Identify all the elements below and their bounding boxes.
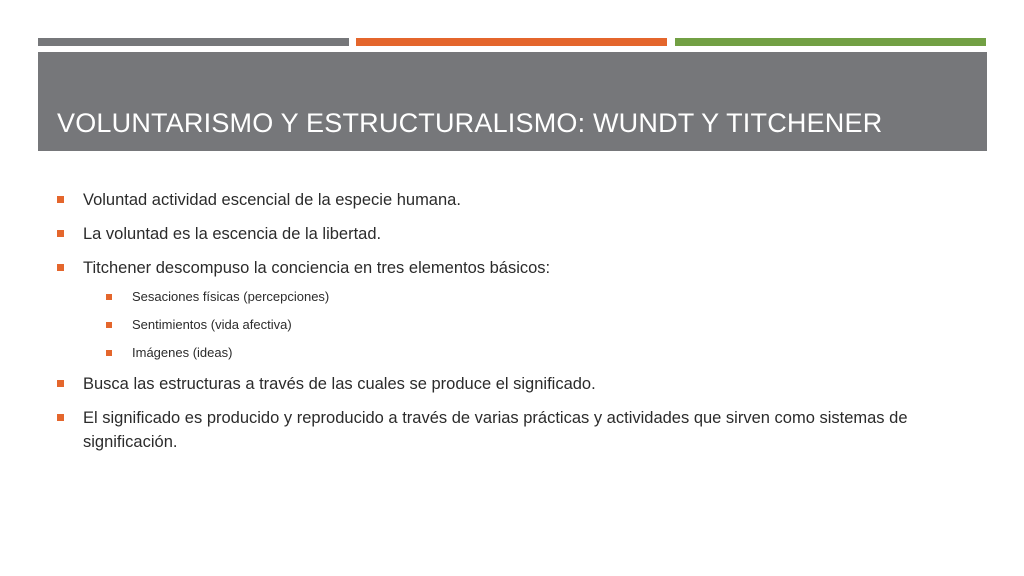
sub-bullet-text: Sentimientos (vida afectiva) bbox=[132, 317, 292, 332]
slide-title: VOLUNTARISMO Y ESTRUCTURALISMO: WUNDT Y TITCHENER bbox=[57, 108, 883, 138]
bullet-item bbox=[56, 406, 966, 454]
bullet-item bbox=[56, 188, 966, 212]
title-band bbox=[38, 52, 987, 151]
bullet-item bbox=[56, 256, 966, 280]
sub-bullet-text: Imágenes (ideas) bbox=[132, 345, 233, 360]
sub-bullet-item bbox=[105, 288, 966, 306]
accent-bar-green bbox=[675, 38, 986, 46]
sub-bullet-text: Sesaciones físicas (percepciones) bbox=[132, 289, 330, 304]
accent-bar-orange bbox=[356, 38, 667, 46]
square-bullet-icon bbox=[57, 380, 64, 387]
square-bullet-icon bbox=[106, 350, 112, 356]
bullet-text: La voluntad es la escencia de la libertad. bbox=[83, 225, 382, 243]
square-bullet-icon bbox=[57, 414, 64, 421]
square-bullet-icon bbox=[57, 230, 64, 237]
square-bullet-icon bbox=[106, 294, 112, 300]
bullet-text: El significado es producido y reproducido a través de varias prácticas y actividades que sirven como sistemas de significación. bbox=[83, 409, 908, 451]
square-bullet-icon bbox=[57, 196, 64, 203]
sub-bullet-list bbox=[56, 288, 966, 362]
square-bullet-icon bbox=[57, 264, 64, 271]
accent-bar-gray bbox=[38, 38, 349, 46]
bullet-text: Busca las estructuras a través de las cuales se produce el significado. bbox=[83, 375, 596, 393]
sub-bullet-item bbox=[105, 316, 966, 334]
bullet-text: Voluntad actividad escencial de la especie humana. bbox=[83, 191, 461, 209]
bullet-text: Titchener descompuso la conciencia en tres elementos básicos: bbox=[83, 259, 551, 277]
bullet-item bbox=[56, 222, 966, 246]
sub-bullet-item bbox=[105, 344, 966, 362]
square-bullet-icon bbox=[106, 322, 112, 328]
bullet-list bbox=[56, 188, 966, 464]
bullet-item bbox=[56, 372, 966, 396]
